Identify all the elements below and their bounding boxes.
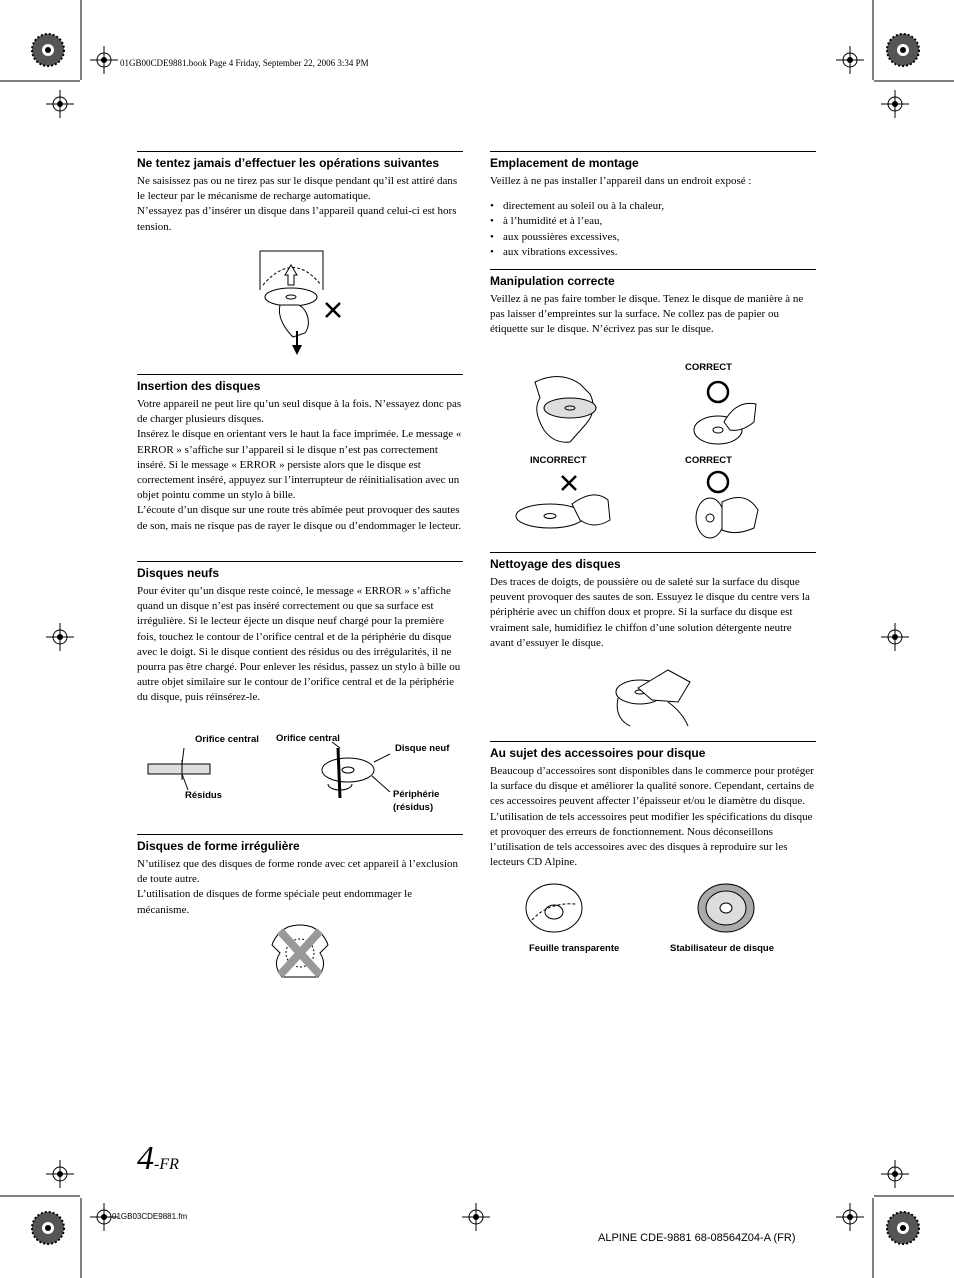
page-language-suffix: -FR	[154, 1156, 179, 1173]
label-peripherie: Périphérie	[393, 789, 440, 800]
label-correct-bottom: CORRECT	[685, 455, 732, 466]
list-item: • directement au soleil ou à la chaleur,	[490, 199, 816, 214]
disc-handling-illustration	[510, 370, 770, 540]
section-title: Nettoyage des disques	[490, 552, 816, 572]
irregular-disc-illustration	[268, 923, 332, 983]
new-disc-illustration	[140, 740, 410, 820]
bullet-list	[490, 199, 816, 260]
section-operations-interdites	[137, 151, 463, 235]
label-incorrect: INCORRECT	[530, 455, 587, 466]
paragraph: Pour éviter qu’un disque reste coincé, le message « ERROR » s’affiche quand un disque n’est pas inséré correctement ou que sa surface est irrégulière. Si le lecteur éjecte un disque neuf chargé pour la première fois, touchez le contour de l’orifice central et de la périphérie du disque avec le doigt. Si le disque contient des résidus ou des irrégularités, il ne pourra pas être chargé. Pour enlever les résidus, passez un stylo à bille ou autre objet similaire sur le contour de l’orifice central et de la périphérie du disque, puis réinsérez-le.	[137, 585, 461, 704]
paragraph: L’écoute d’un disque sur une route très abîmée peut provoquer des sautes de son, mais ne risque pas de rayer le disque ou d’endommager le lecteur.	[137, 504, 462, 532]
paragraph: L’utilisation de disques de forme spéciale peut endommager le mécanisme.	[137, 888, 413, 916]
footer-model-info: ALPINE CDE-9881 68-08564Z04-A (FR)	[598, 1232, 796, 1244]
label-correct-top: CORRECT	[685, 362, 732, 373]
section-insertion-disques	[137, 374, 463, 534]
section-disques-forme-irreguliere	[137, 834, 463, 918]
footer-file-name: 01GB03CDE9881.fm	[112, 1212, 188, 1221]
section-nettoyage-disques	[490, 552, 816, 651]
section-title: Disques neufs	[137, 561, 463, 581]
section-disques-neufs	[137, 561, 463, 706]
label-peripherie-residus: (résidus)	[393, 802, 434, 813]
section-title: Ne tentez jamais d’effectuer les opérations suivantes	[137, 151, 463, 171]
section-emplacement-montage	[490, 151, 816, 260]
section-manipulation-correcte	[490, 269, 816, 338]
section-accessoires-disque	[490, 741, 816, 870]
file-info-header: 01GB00CDE9881.book Page 4 Friday, September 22, 2006 3:34 PM	[120, 58, 369, 68]
disc-cleaning-illustration	[608, 662, 698, 730]
list-item: • aux poussières excessives,	[490, 230, 816, 245]
page-number	[137, 1140, 179, 1178]
paragraph: N’essayez pas d’insérer un disque dans l’appareil quand celui-ci est hors tension.	[137, 205, 457, 233]
paragraph: Veillez à ne pas faire tomber le disque. Tenez le disque de manière à ne pas laisser d’empreintes sur la surface. Ne collez pas de papier ou étiquette sur le disque. N’écrivez pas sur le disque.	[490, 293, 804, 336]
disc-pull-illustration	[255, 245, 350, 357]
paragraph: Des traces de doigts, de poussière ou de saleté sur la surface du disque peuvent provoquer des sautes de son. Essuyez le disque du centre vers la périphérie avec un chiffon doux et propre. Si la surface du disque est vraiment sale, humidifiez le chiffon d’une solution détergente neutre avant d’essuyer le disque.	[490, 576, 810, 649]
section-title: Disques de forme irrégulière	[137, 834, 463, 854]
paragraph: N’utilisez que des disques de forme ronde avec cet appareil à l’exclusion de toute autre.	[137, 858, 459, 886]
label-residus: Résidus	[185, 790, 222, 801]
section-title: Insertion des disques	[137, 374, 463, 394]
disc-accessories-illustration	[520, 882, 760, 938]
section-title: Au sujet des accessoires pour disque	[490, 741, 816, 761]
list-item: • aux vibrations excessives.	[490, 245, 816, 260]
label-orifice-central-left: Orifice central	[195, 734, 259, 745]
list-item: • à l’humidité et à l’eau,	[490, 214, 816, 229]
paragraph: Veillez à ne pas installer l’appareil dans un endroit exposé :	[490, 175, 752, 187]
label-feuille-transparente: Feuille transparente	[529, 943, 620, 954]
section-title: Manipulation correcte	[490, 269, 816, 289]
page-number-value: 4	[137, 1140, 154, 1177]
paragraph: Ne saisissez pas ou ne tirez pas sur le disque pendant qu’il est attiré dans le lecteur par le mécanisme de recharge automatique.	[137, 175, 458, 203]
paragraph: Insérez le disque en orientant vers le haut la face imprimée. Le message « ERROR » s’affiche sur l’appareil si le disque n’est pas correctement inséré. Si le message « ERROR » persiste alors que le disque est correctement inséré, appuyez sur l’interrupteur de réinitialisation avec un objet pointu comme un stylo à bille.	[137, 428, 462, 502]
paragraph: Votre appareil ne peut lire qu’un seul disque à la fois. N’essayez donc pas de charger plusieurs disques.	[137, 398, 462, 426]
label-stabilisateur: Stabilisateur de disque	[670, 943, 774, 954]
label-orifice-central-right: Orifice central	[276, 733, 340, 744]
section-title: Emplacement de montage	[490, 151, 816, 171]
label-disque-neuf: Disque neuf	[395, 743, 450, 754]
paragraph: Beaucoup d’accessoires sont disponibles dans le commerce pour protéger la surface du disque et améliorer la qualité sonore. Cependant, certains de ces accessoires peuvent affecter l’épaisseur et/ou le diamètre du disque. L’utilisation de tels accessoires peut modifier les spécifications du disque et provoquer des erreurs de fonctionnement. Nous déconseillons l’utilisation de tels accessoires avec des disques à reproduire sur les lecteurs CD Alpine.	[490, 765, 815, 869]
